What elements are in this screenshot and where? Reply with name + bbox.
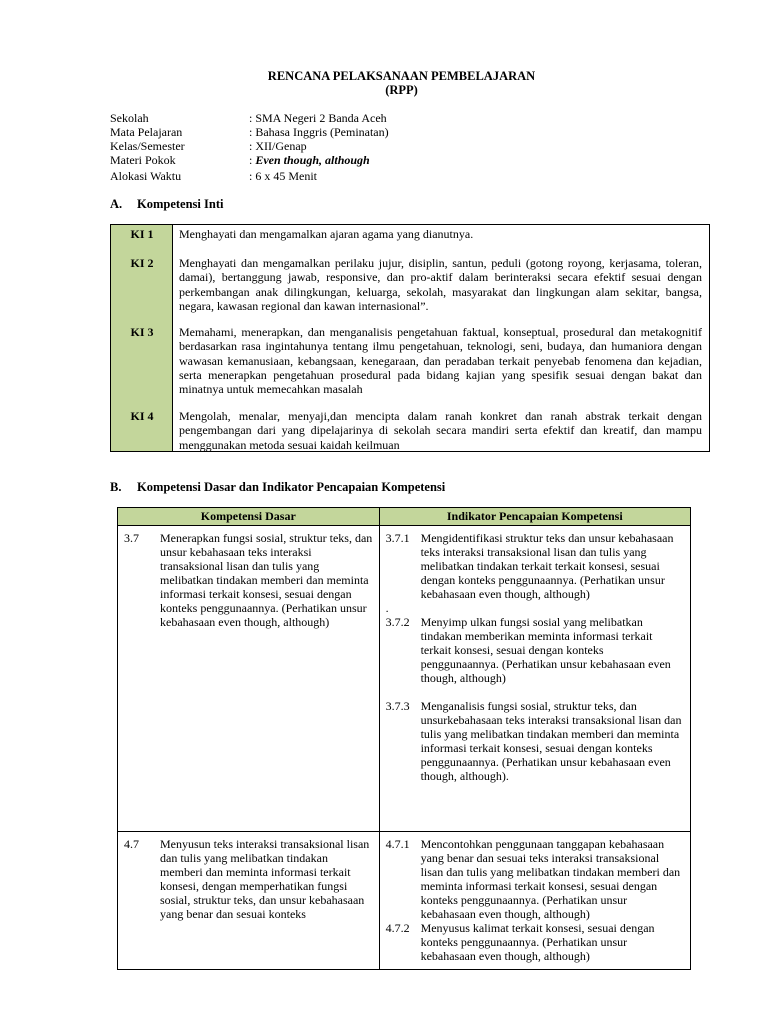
identity-value: : 6 x 45 Menit (249, 169, 317, 183)
ki-label: KI 4 (130, 409, 154, 423)
identity-row-topic (110, 153, 670, 167)
identity-value: : SMA Negeri 2 Banda Aceh (249, 111, 387, 125)
section-a-heading (110, 197, 223, 211)
identity-value: : Bahasa Inggris (Peminatan) (249, 125, 389, 139)
identity-key: Alokasi Waktu (110, 169, 182, 183)
kd-item (124, 531, 373, 629)
section-number: A. (110, 197, 123, 211)
section-title: Kompetensi Inti (137, 197, 224, 211)
identity-colon: : (249, 153, 256, 167)
title-line-1: RENCANA PELAKSANAAN PEMBELAJARAN (267, 69, 536, 83)
ki-text: Menghayati dan mengamalkan perilaku jujur, disiplin, santun, peduli (gotong royong, kerjasama, toleran, damai), bertanggung jawab, responsive, dan pro-aktif dalam berinteraksi secara efektif sesuai dengan perkembangan anak dilingkungan, keluarga, sekolah, masyarakat dan lingkungan alam sekitar, bangsa, negara, kawasan regional dan kawan internasional”. (179, 256, 702, 313)
table-row (118, 832, 691, 970)
indicator-text: Mencontohkan penggunaan tanggapan kebahasaan yang benar dan sesuai teks interaksi transaksional lisan dan tulis yang melibatkan tindakan memberi dan meminta informasi terkait konsesi, sesuai dengan konteks penggunaannya. (Perhatikan unsur kebahasaan even though, although) (420, 837, 681, 921)
indicator-cell (379, 526, 690, 832)
indicator-item (386, 921, 684, 963)
ki-text: Menghayati dan mengamalkan ajaran agama yang dianutnya. (179, 227, 474, 241)
indicator-number: 3.7.1 (385, 531, 410, 545)
indicator-number: 3.7.2 (385, 615, 410, 629)
indicator-item (386, 531, 684, 601)
identity-key: Materi Pokok (110, 153, 176, 167)
kompetensi-dasar-table (117, 507, 691, 970)
identity-value: : XII/Genap (249, 139, 307, 153)
identity-row-school (110, 111, 670, 125)
kd-cell (118, 526, 380, 832)
document-title (0, 69, 768, 97)
table-row (118, 526, 691, 832)
kd-cell (118, 832, 380, 970)
identity-row-subject (110, 125, 670, 139)
indicator-number: 4.7.1 (385, 837, 410, 851)
kompetensi-inti-table (110, 224, 710, 452)
table-header-row (118, 508, 691, 526)
kd-item (124, 837, 373, 921)
identity-topic-value: Even though, although (255, 153, 370, 167)
ki-text: Memahami, menerapkan, dan menganalisis pengetahuan faktual, konseptual, prosedural dan metakognitif berdasarkan rasa ingintahunya tentang ilmu pengetahuan, teknologi, seni, budaya, dan humaniora dengan wawasan kemanusiaan, kebangsaan, kenegaraan, dan peradaban terkait penyebab fenomena dan kejadian, serta menerapkan pengetahuan prosedural pada bidang kajian yang spesifik sesuai dengan bakat dan minatnya untuk memecahkan masalah (179, 325, 702, 397)
indicator-cell (379, 832, 690, 970)
title-line-2: (RPP) (385, 83, 418, 97)
identity-row-class (110, 139, 670, 153)
indicator-item (386, 699, 684, 783)
identity-block (110, 111, 670, 183)
indicator-text: Menyimp ulkan fungsi sosial yang melibatkan tindakan memberikan meminta informasi terkait terkait konsesi, sesuai dengan konteks penggunaannya. (Perhatikan unsur kebahasaan even though, although) (420, 615, 671, 685)
kd-number: 4.7 (124, 837, 139, 851)
stray-mark: . (385, 601, 389, 615)
identity-key: Sekolah (110, 111, 149, 125)
identity-key: Mata Pelajaran (110, 125, 183, 139)
indicator-item (386, 837, 684, 921)
kd-text: Menyusun teks interaksi transaksional lisan dan tulis yang melibatkan tindakan memberi dan meminta informasi terkait konsesi, dengan memperhatikan fungsi sosial, struktur teks, dan unsur kebahasaan yang benar dan sesuai konteks (160, 837, 370, 921)
indicator-number: 4.7.2 (385, 921, 410, 935)
indicator-text: Mengidentifikasi struktur teks dan unsur kebahasaan teks interaksi transaksional lisan dan tulis yang melibatkan tindakan terkait terkait konsesi, sesuai dengan konteks penggunaannya. (Perhatikan unsur kebahasaan even though, although) (420, 531, 674, 601)
column-header-kd: Kompetensi Dasar (118, 508, 380, 526)
ki-label: KI 3 (130, 325, 154, 339)
ki-label: KI 2 (130, 256, 154, 270)
kd-text: Menerapkan fungsi sosial, struktur teks, dan unsur kebahasaan teks interaksi transaksional lisan dan tulis yang melibatkan tindakan memberi dan meminta informasi terkait konsesi, sesuai dengan konteks penggunaannya. (Perhatikan unsur kebahasaan even though, although) (160, 531, 373, 629)
indicator-text: Menyusus kalimat terkait konsesi, sesuai dengan konteks penggunaannya. (Perhatikan unsur kebahasaan even though, although) (420, 921, 655, 963)
ki-text-column (173, 225, 709, 451)
identity-key: Kelas/Semester (110, 139, 185, 153)
section-number: B. (110, 480, 122, 494)
section-b-heading (110, 480, 445, 494)
identity-value (249, 153, 670, 167)
ki-text: Mengolah, menalar, menyaji,dan mencipta dalam ranah konkret dan ranah abstrak terkait dengan pengembangan dari yang dipelajarinya di sekolah secara mandiri serta efektif dan kreatif, dan mampu menggunakan metoda sesuai kaidah keilmuan (179, 409, 702, 452)
identity-row-time (110, 169, 670, 183)
column-header-indicator: Indikator Pencapaian Kompetensi (379, 508, 690, 526)
section-title: Kompetensi Dasar dan Indikator Pencapaian Kompetensi (137, 480, 446, 494)
indicator-text: Menganalisis fungsi sosial, struktur teks, dan unsurkebahasaan teks interaksi transaksional lisan dan tulis yang melibatkan tindakan memberi dan meminta informasi terkait konsesi, sesuai dengan konteks penggunaannya. (Perhatikan unsur kebahasaan even though, although). (420, 699, 682, 783)
ki-label: KI 1 (130, 227, 154, 241)
indicator-number: 3.7.3 (385, 699, 410, 713)
ki-label-column (111, 225, 173, 451)
kd-number: 3.7 (124, 531, 139, 545)
indicator-item (386, 615, 684, 685)
